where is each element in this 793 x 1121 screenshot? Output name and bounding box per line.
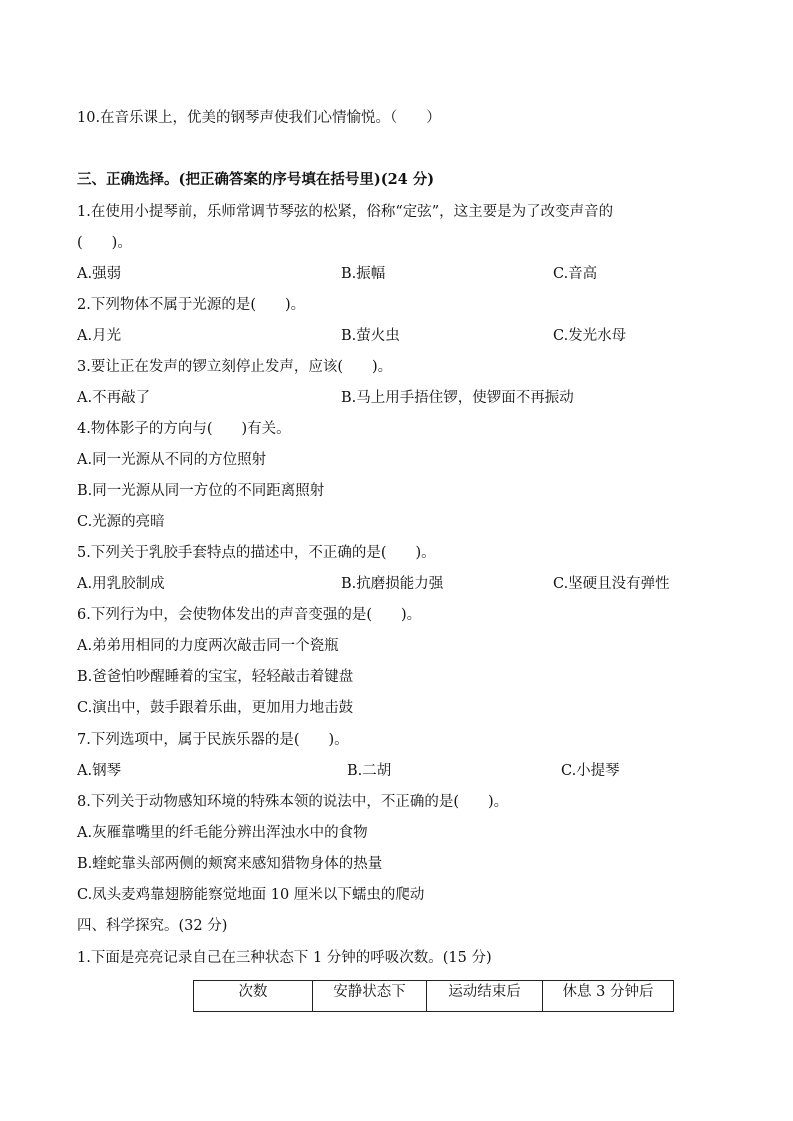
question-1-stem: 1.在使用小提琴前，乐师常调节琴弦的松紧，俗称“定弦”，这主要是为了改变声音的 <box>77 204 614 220</box>
question-4-option-a: A.同一光源从不同的方位照射 <box>77 452 267 468</box>
question-7-option-b: B.二胡 <box>347 763 392 779</box>
table-header-cell: 安静状态下 <box>313 981 427 1012</box>
question-6-option-b: B.爸爸怕吵醒睡着的宝宝，轻轻敲击着键盘 <box>77 669 354 685</box>
question-6-option-c: C.演出中，鼓手跟着乐曲，更加用力地击鼓 <box>77 700 354 716</box>
question-3-stem: 3.要让正在发声的锣立刻停止发声，应该( )。 <box>77 359 393 375</box>
question-2-option-a: A.月光 <box>77 328 122 344</box>
question-5-stem: 5.下列关于乳胶手套特点的描述中，不正确的是( )。 <box>77 545 436 561</box>
question-5-option-a: A.用乳胶制成 <box>77 576 165 592</box>
question-7-option-a: A.钢琴 <box>77 763 122 779</box>
question-5-option-c: C.坚硬且没有弹性 <box>553 576 670 592</box>
table-header-cell: 休息 3 分钟后 <box>543 981 674 1012</box>
question-1-option-a: A.强弱 <box>77 266 122 282</box>
question-8-stem: 8.下列关于动物感知环境的特殊本领的说法中，不正确的是( )。 <box>77 794 509 810</box>
table-header-cell: 运动结束后 <box>427 981 543 1012</box>
question-1-option-b: B.振幅 <box>341 266 386 282</box>
section-4-heading: 四、科学探究。(32 分) <box>77 918 228 934</box>
question-3-option-a: A.不再敲了 <box>77 390 151 406</box>
question-1-option-c: C.音高 <box>553 266 598 282</box>
question-8-option-a: A.灰雁靠嘴里的纤毛能分辨出浑浊水中的食物 <box>77 825 368 841</box>
table-header-row <box>194 981 674 1012</box>
breathing-record-table <box>193 980 674 1012</box>
question-2-option-b: B.萤火虫 <box>341 328 400 344</box>
question-8-option-c: C.凤头麦鸡靠翅膀能察觉地面 10 厘米以下蠕虫的爬动 <box>77 887 425 903</box>
question-1-stem-cont: ( )。 <box>77 235 132 251</box>
question-7-option-c: C.小提琴 <box>561 763 620 779</box>
question-7-stem: 7.下列选项中，属于民族乐器的是( )。 <box>77 732 349 748</box>
question-4-option-b: B.同一光源从同一方位的不同距离照射 <box>77 483 325 499</box>
question-2-stem: 2.下列物体不属于光源的是( )。 <box>77 297 306 313</box>
question-8-option-b: B.蝰蛇靠头部两侧的颊窝来感知猎物身体的热量 <box>77 856 383 872</box>
question-6-stem: 6.下列行为中，会使物体发出的声音变强的是( )。 <box>77 607 422 623</box>
question-3-option-b: B.马上用手捂住锣，使锣面不再振动 <box>341 390 574 406</box>
judgement-question-10: 10.在音乐课上，优美的钢琴声使我们心情愉悦。（ ） <box>77 110 441 126</box>
section-3-heading: 三、正确选择。(把正确答案的序号填在括号里)(24 分) <box>77 171 435 188</box>
question-4-option-c: C.光源的亮暗 <box>77 514 165 530</box>
question-5-option-b: B.抗磨损能力强 <box>341 576 444 592</box>
inquiry-question-1: 1.下面是亮亮记录自己在三种状态下 1 分钟的呼吸次数。(15 分) <box>77 950 492 966</box>
question-6-option-a: A.弟弟用相同的力度两次敲击同一个瓷瓶 <box>77 638 339 654</box>
table-header-cell: 次数 <box>194 981 313 1012</box>
question-2-option-c: C.发光水母 <box>553 328 627 344</box>
question-4-stem: 4.物体影子的方向与( )有关。 <box>77 421 291 437</box>
